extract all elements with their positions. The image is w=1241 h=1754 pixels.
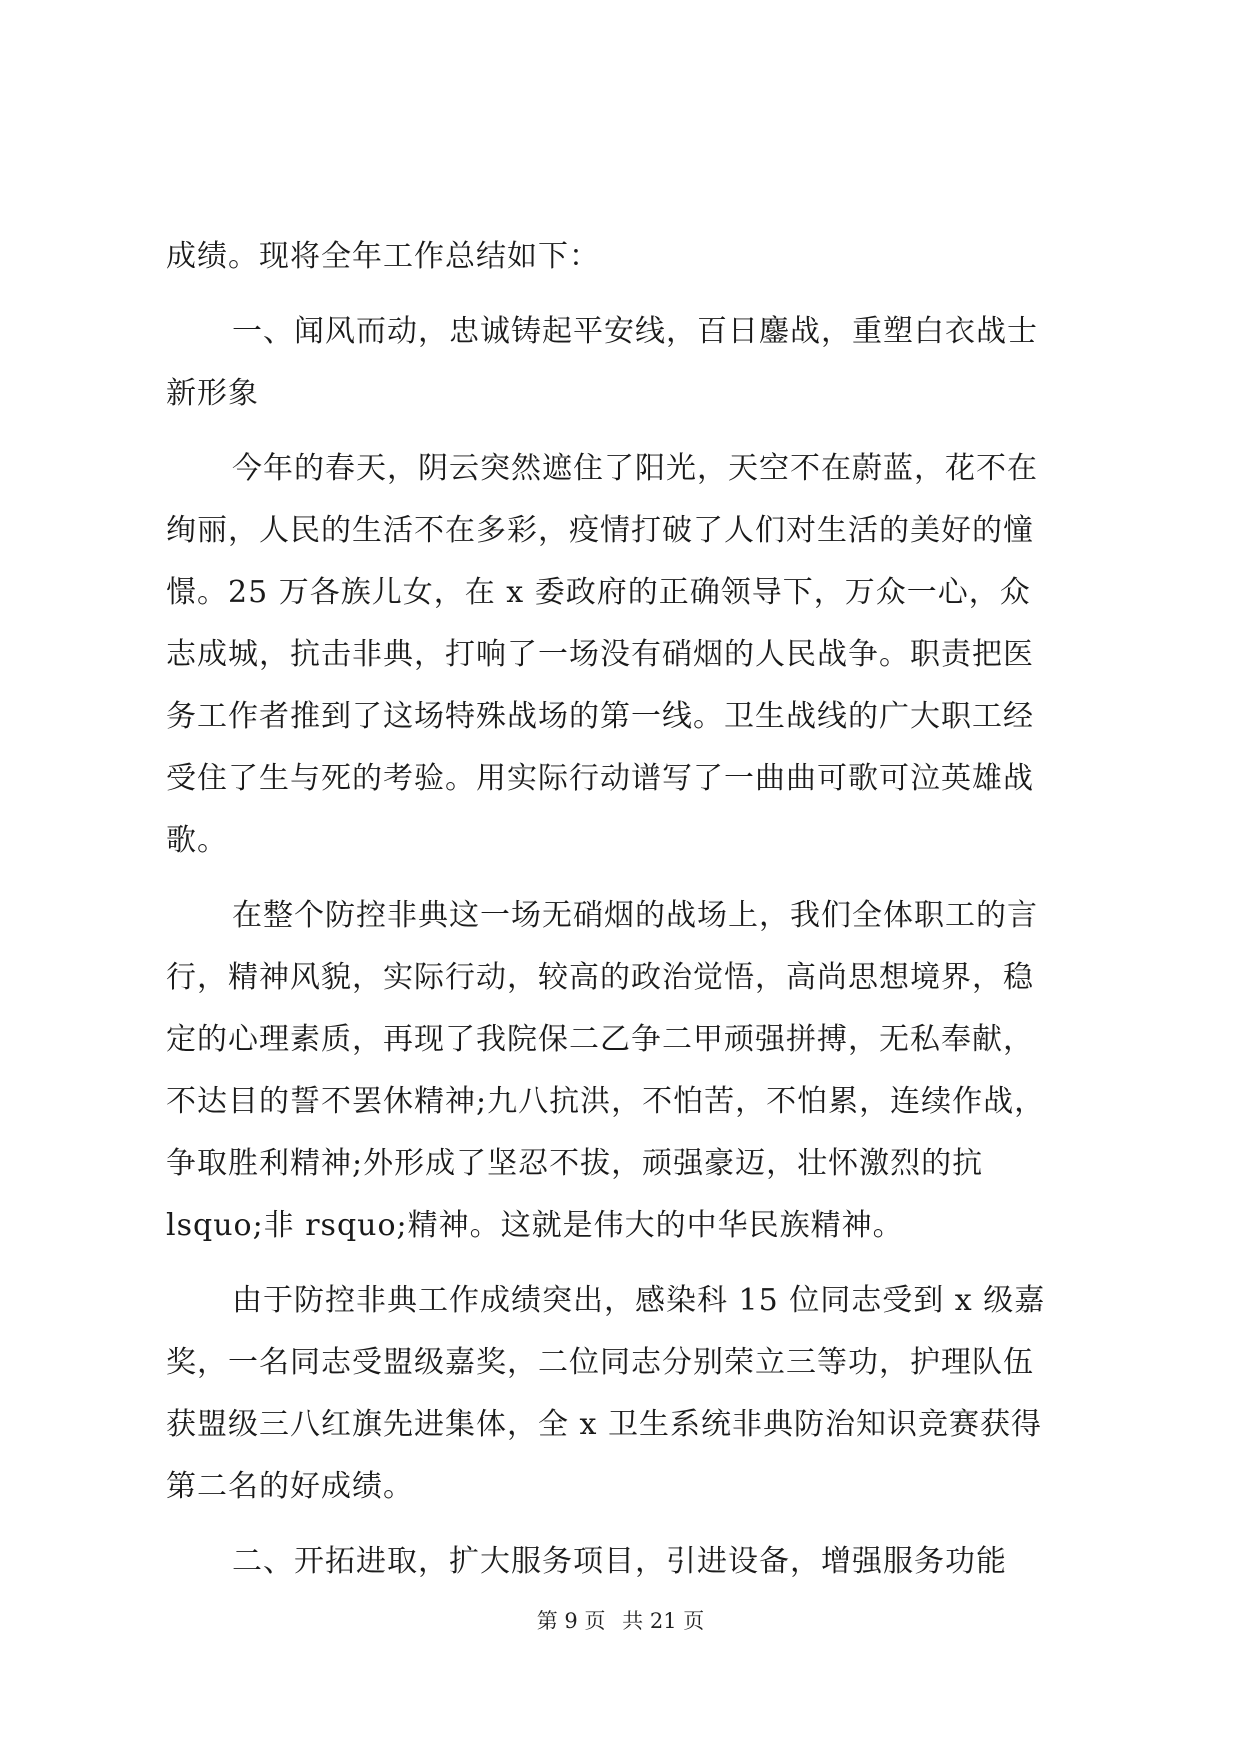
text-line: 争取胜利精神;外形成了坚忍不拔，顽强豪迈，壮怀激烈的抗: [166, 1146, 984, 1181]
page-footer: [0, 1606, 1241, 1636]
text-line: 在整个防控非典这一场无硝烟的战场上，我们全体职工的言: [232, 898, 1038, 933]
text-line: 行，精神风貌，实际行动，较高的政治觉悟，高尚思想境界，稳: [166, 960, 1034, 995]
text-line: 志成城，抗击非典，打响了一场没有硝烟的人民战争。职责把医: [166, 637, 1034, 672]
text-line: 憬。25 万各族儿女，在 x 委政府的正确领导下，万众一心，众: [166, 575, 1031, 610]
text-line: 第二名的好成绩。: [166, 1469, 414, 1504]
text-line: 不达目的誓不罢休精神;九八抗洪，不怕苦，不怕累，连续作战，: [166, 1084, 1046, 1119]
text-line: 由于防控非典工作成绩突出，感染科 15 位同志受到 x 级嘉: [232, 1283, 1046, 1318]
section-heading-1-continuation: 新形象: [166, 376, 259, 411]
text-line: 歌。: [166, 823, 228, 858]
text-line: 受住了生与死的考验。用实际行动谱写了一曲曲可歌可泣英雄战: [166, 761, 1034, 796]
document-body: [166, 226, 1086, 1593]
text-line: lsquo;非 rsquo;精神。这就是伟大的中华民族精神。: [166, 1208, 904, 1243]
text-line: 获盟级三八红旗先进集体，全 x 卫生系统非典防治知识竞赛获得: [166, 1407, 1042, 1442]
text-line: 绚丽，人民的生活不在多彩，疫情打破了人们对生活的美好的憧: [166, 513, 1034, 548]
text-line: 成绩。现将全年工作总结如下：: [166, 239, 600, 274]
section-heading-2-line: 二、开拓进取，扩大服务项目，引进设备，增强服务功能: [232, 1544, 1007, 1579]
text-line: 务工作者推到了这场特殊战场的第一线。卫生战线的广大职工经: [166, 699, 1034, 734]
page-number: 第 9 页: [536, 1609, 606, 1633]
text-line: 定的心理素质，再现了我院保二乙争二甲顽强拼搏，无私奉献，: [166, 1022, 1034, 1057]
page-total: 共 21 页: [622, 1609, 705, 1633]
text-line: 今年的春天，阴云突然遮住了阳光，天空不在蔚蓝，花不在: [232, 451, 1038, 486]
text-line: 奖，一名同志受盟级嘉奖，二位同志分别荣立三等功，护理队伍: [166, 1345, 1034, 1380]
section-heading-1-line: 一、闻风而动，忠诚铸起平安线，百日鏖战，重塑白衣战士: [232, 314, 1038, 349]
